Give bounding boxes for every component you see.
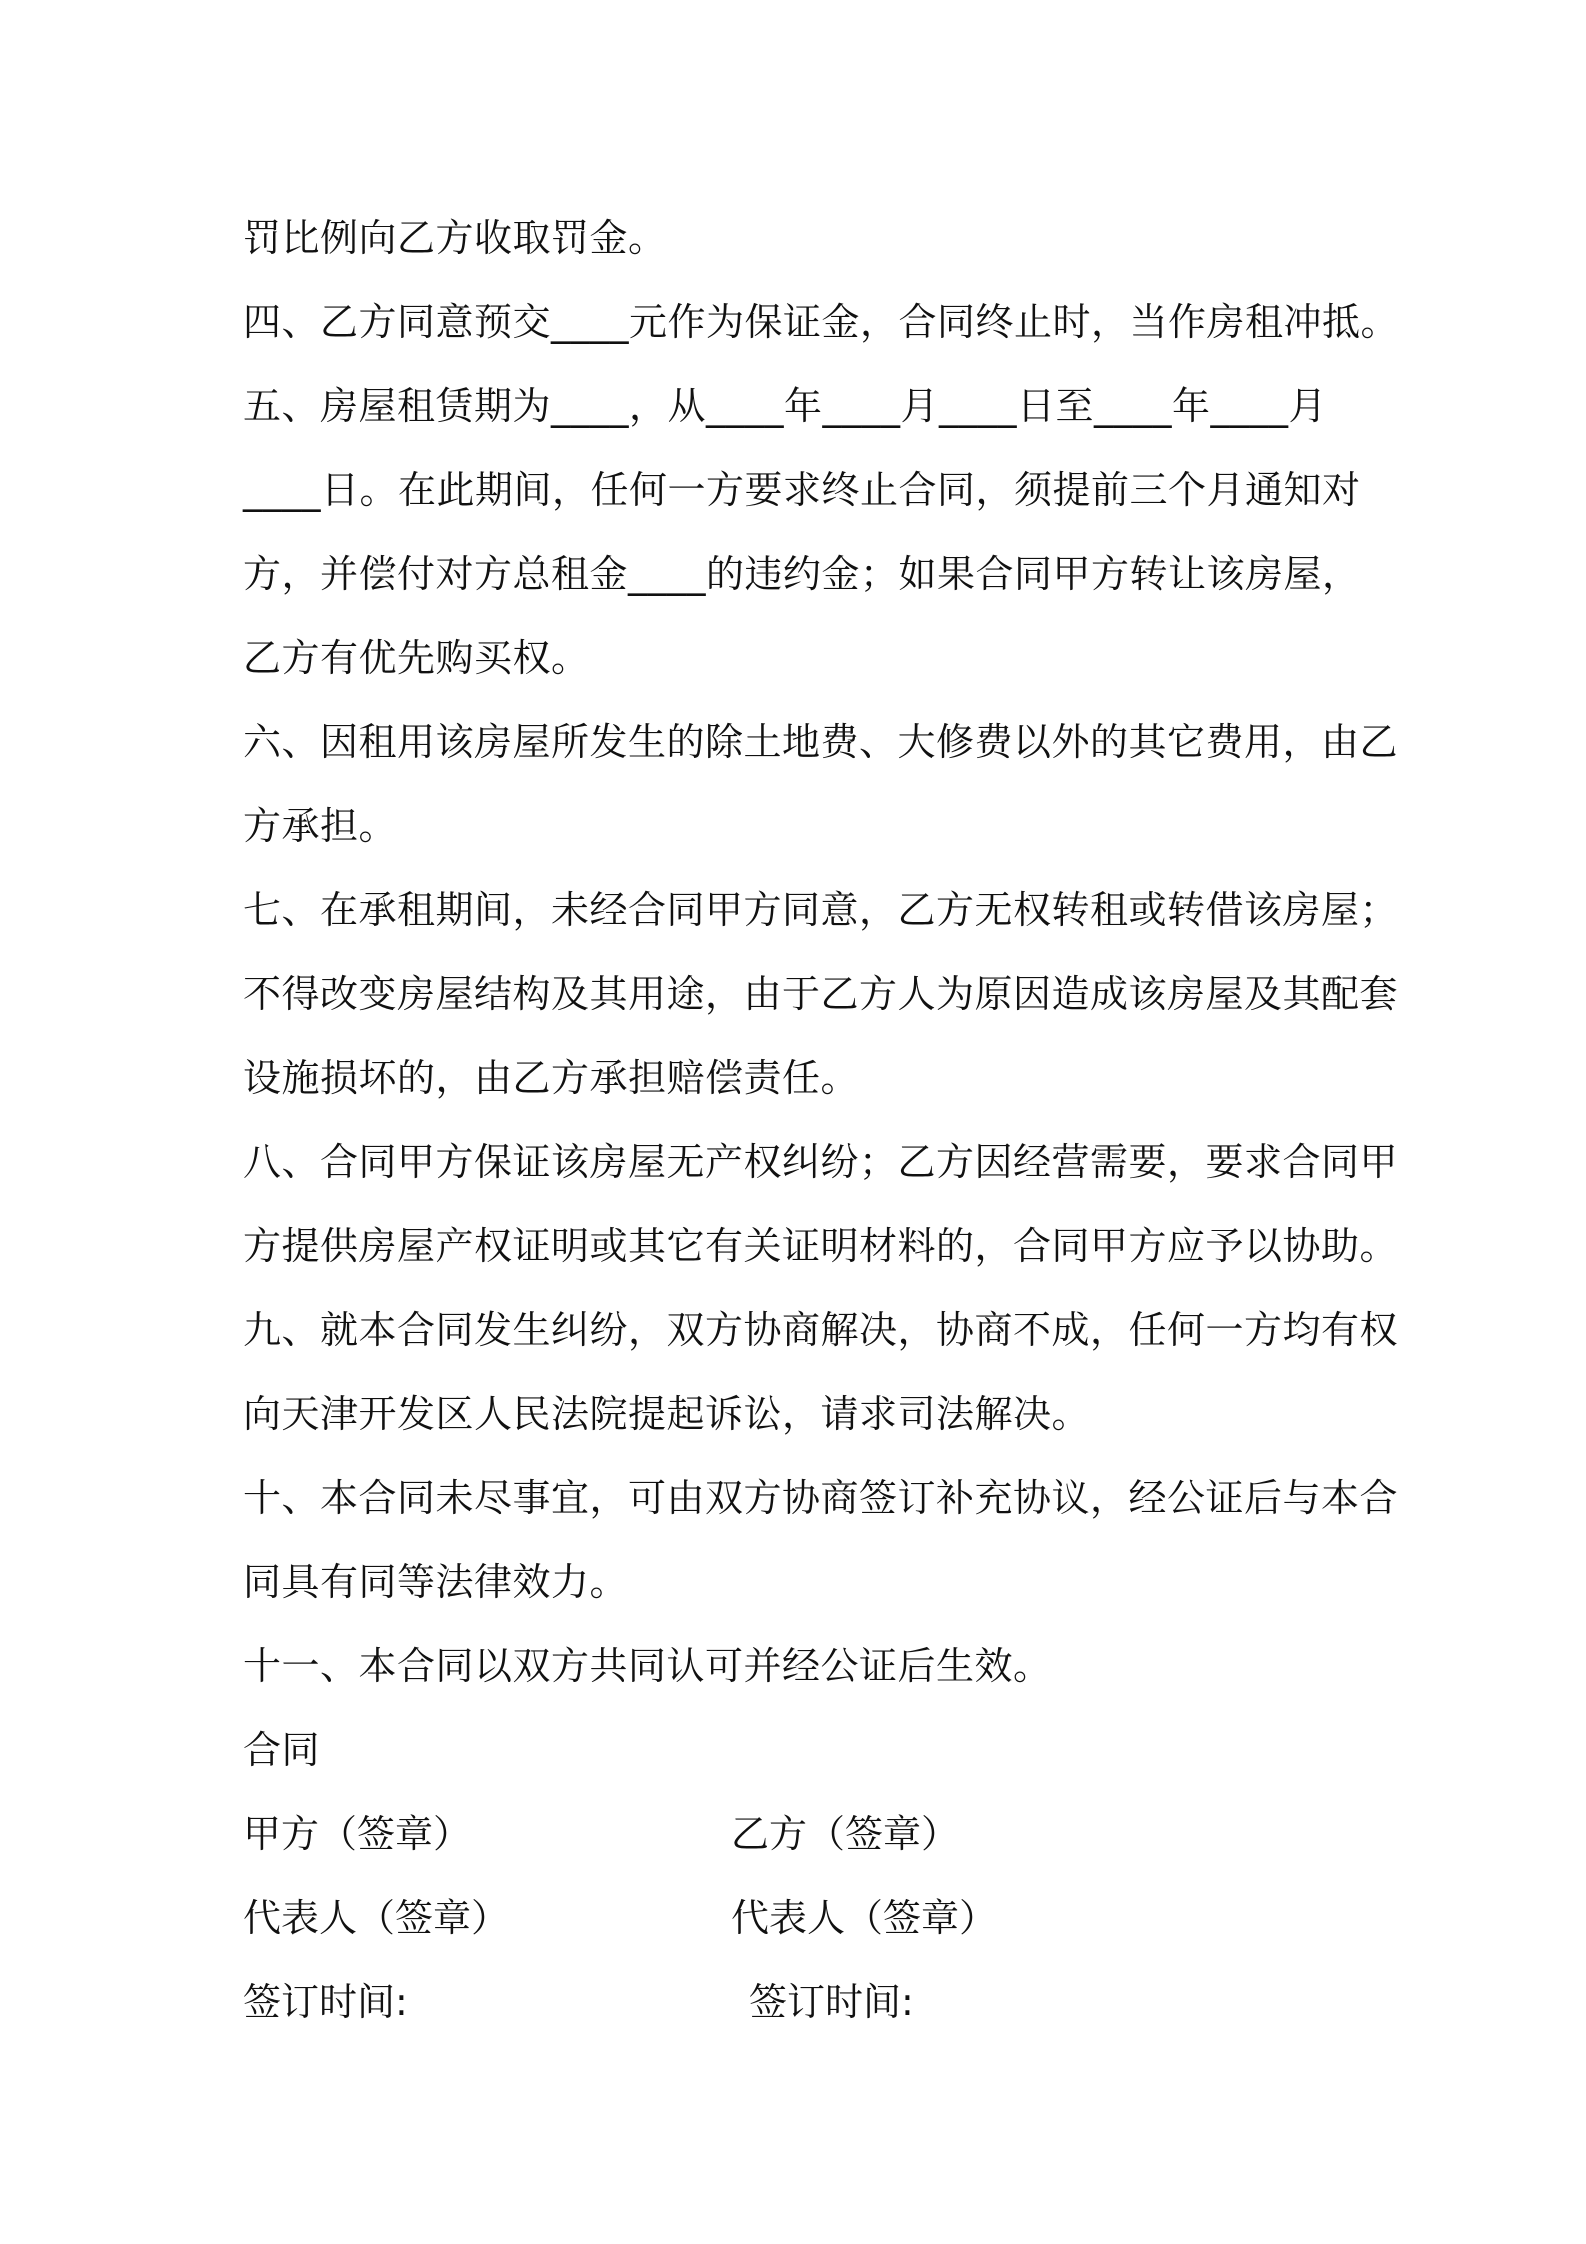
paragraph-line: 设施损坏的，由乙方承担赔偿责任。 <box>243 1056 860 1100</box>
paragraph-line: 六、因租用该房屋所发生的除土地费、大修费以外的其它费用，由乙 <box>243 720 1399 764</box>
contract-body <box>243 196 1400 2044</box>
paragraph-line: 方承担。 <box>243 804 398 848</box>
party-b-seal-label: 乙方（签章） <box>731 1812 960 1856</box>
signature-row-date <box>243 1960 1363 2044</box>
signing-date-a-label: 签订时间: <box>243 1980 408 2024</box>
representative-b-seal-label: 代表人（签章） <box>731 1896 998 1940</box>
paragraph-line: 方提供房屋产权证明或其它有关证明材料的，合同甲方应予以协助。 <box>243 1224 1399 1268</box>
paragraph-line: 乙方有优先购买权。 <box>243 636 590 680</box>
representative-a-seal-label: 代表人（签章） <box>243 1896 510 1940</box>
paragraph-line: 同具有同等法律效力。 <box>243 1560 629 1604</box>
paragraph-line: 七、在承租期间，未经合同甲方同意，乙方无权转租或转借该房屋； <box>243 888 1399 932</box>
paragraph-line: 罚比例向乙方收取罚金。 <box>243 216 667 260</box>
paragraph-line: 九、就本合同发生纠纷，双方协商解决，协商不成，任何一方均有权 <box>243 1308 1399 1352</box>
paragraph-line: ____日。在此期间，任何一方要求终止合同，须提前三个月通知对 <box>243 468 1361 512</box>
paragraph-line: 向天津开发区人民法院提起诉讼，请求司法解决。 <box>243 1392 1091 1436</box>
signature-row-representative <box>243 1876 1363 1960</box>
paragraph-line: 五、房屋租赁期为____，从____年____月____日至____年____月 <box>243 384 1328 428</box>
paragraph-line: 八、合同甲方保证该房屋无产权纠纷；乙方因经营需要，要求合同甲 <box>243 1140 1399 1184</box>
signing-date-b-label: 签订时间: <box>749 1980 914 2024</box>
paragraph-line: 不得改变房屋结构及其用途，由于乙方人为原因造成该房屋及其配套 <box>243 972 1399 1016</box>
paragraph-line: 合同 <box>243 1728 321 1772</box>
paragraph-line: 方，并偿付对方总租金____的违约金；如果合同甲方转让该房屋， <box>243 552 1361 596</box>
signature-row-seal <box>243 1792 1363 1876</box>
paragraph-line: 十、本合同未尽事宜，可由双方协商签订补充协议，经公证后与本合 <box>243 1476 1399 1520</box>
paragraph-line: 四、乙方同意预交____元作为保证金，合同终止时，当作房租冲抵。 <box>243 300 1400 344</box>
party-a-seal-label: 甲方（签章） <box>243 1812 472 1856</box>
paragraph-line: 十一、本合同以双方共同认可并经公证后生效。 <box>243 1644 1052 1688</box>
